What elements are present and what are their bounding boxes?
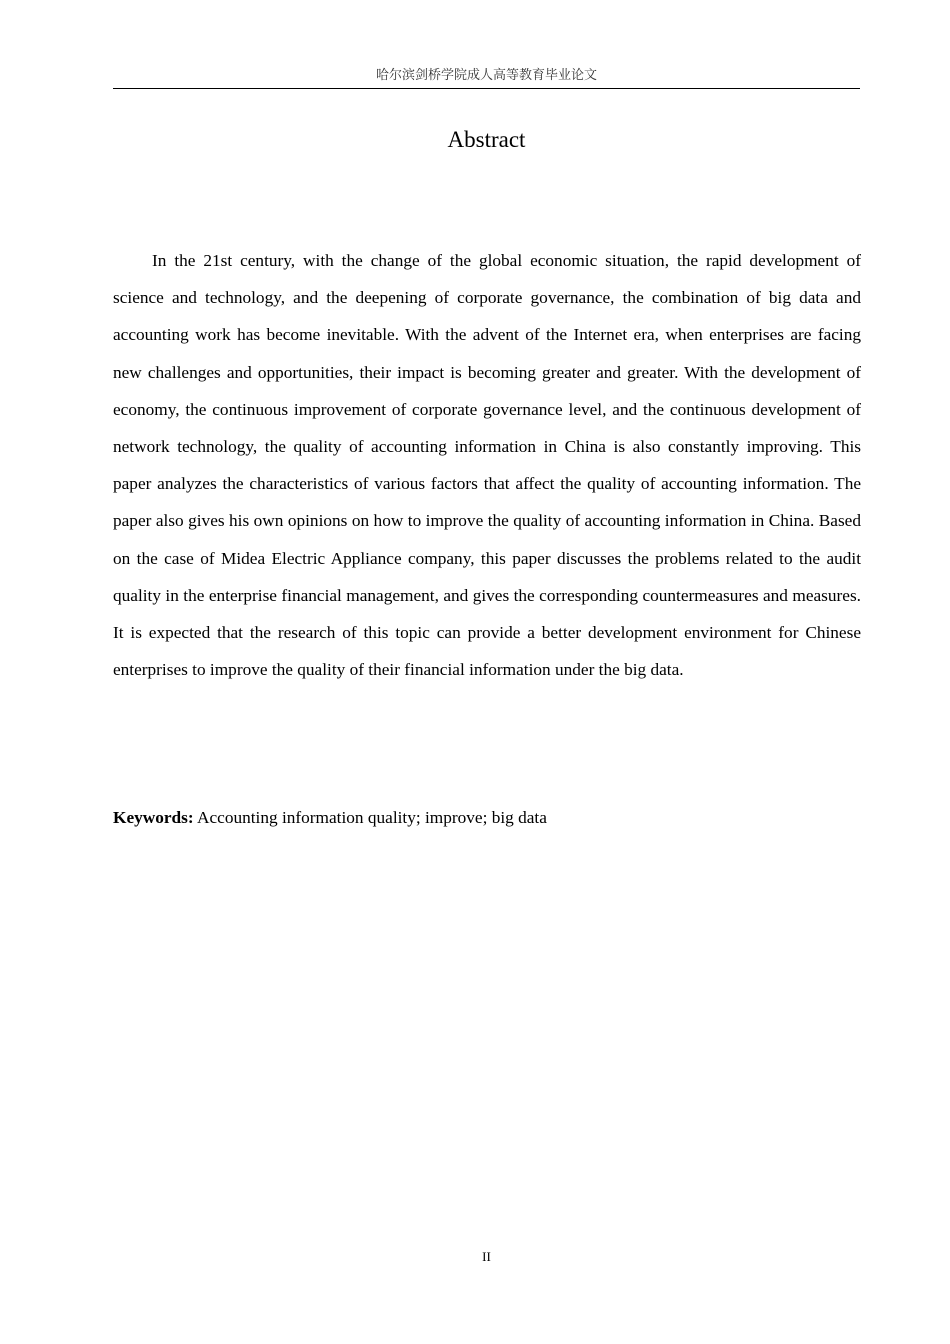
page-header: 哈尔滨剑桥学院成人高等教育毕业论文: [375, 67, 597, 82]
keywords-value: Accounting information quality; improve; big data: [197, 808, 547, 827]
abstract-body: In the 21st century, with the change of the global economic situation, the rapid development of science and technology, and the deepening of corporate governance, the combination of big data and accounting work has become inevitable. With the advent of the Internet era, when enterprises are facing new challenges and opportunities, their impact is becoming greater and greater. With the development of economy, the continuous improvement of corporate governance level, and the continuous development of network technology, the quality of accounting information in China is also constantly improving. This paper analyzes the characteristics of various factors that affect the quality of accounting information. The paper also gives his own opinions on how to improve the quality of accounting information in China. Based on the case of Midea Electric Appliance company, this paper discusses the problems related to the audit quality in the enterprise financial management, and gives the corresponding countermeasures and measures. It is expected that the research of this topic can provide a better development environment for Chinese enterprises to improve the quality of their financial information under the big data.: [113, 251, 861, 680]
page-title: Abstract: [447, 127, 526, 152]
page-number: II: [482, 1249, 491, 1264]
keywords-label: Keywords:: [113, 808, 194, 827]
keywords-line: [113, 800, 860, 836]
header-rule: [113, 88, 860, 89]
